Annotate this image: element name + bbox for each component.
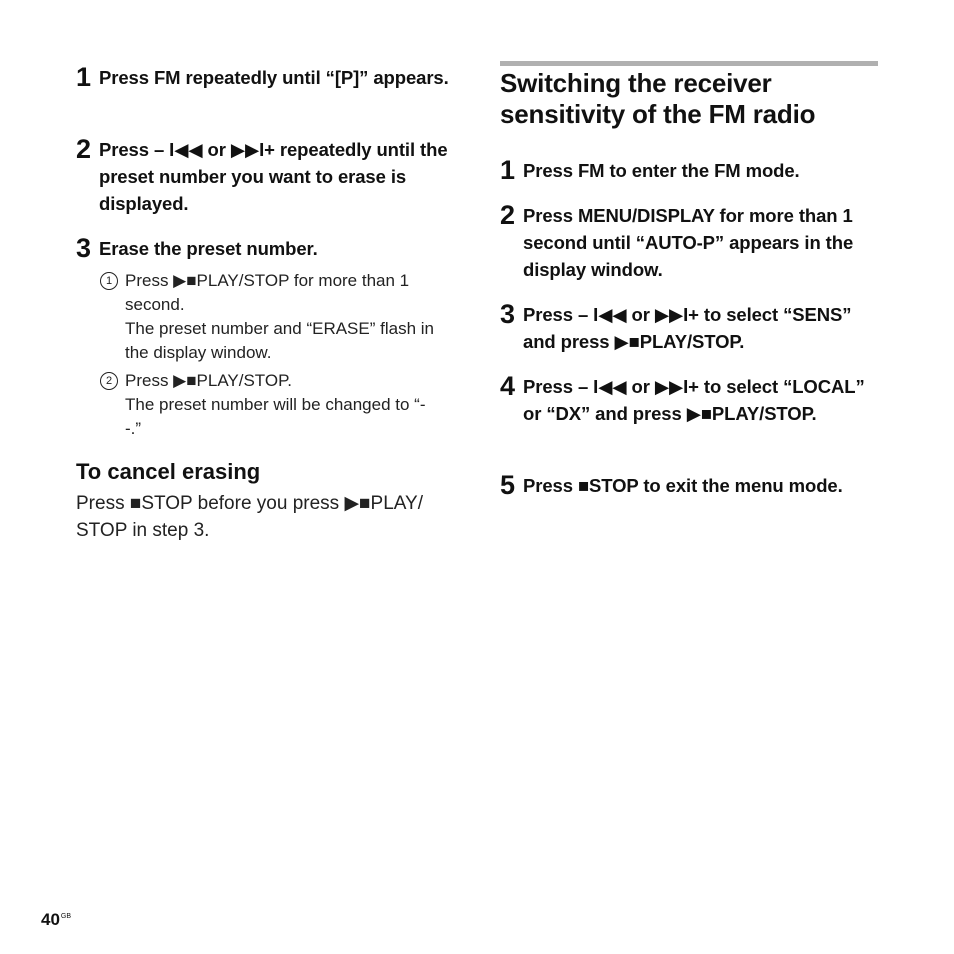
step-3	[500, 301, 880, 355]
substep-note: The preset number and “ERASE” flash in the display window.	[125, 319, 434, 362]
section-divider	[500, 61, 878, 66]
step-number: 3	[500, 299, 516, 329]
step-text: Press ■STOP to exit the menu mode.	[523, 475, 843, 496]
step-2	[500, 202, 880, 283]
page-number	[41, 910, 71, 930]
step-text: Press MENU/DISPLAY for more than 1 second until “AUTO-P” appears in the display window.	[523, 205, 854, 280]
step-text: Press FM to enter the FM mode.	[523, 160, 800, 181]
step-number: 2	[500, 200, 516, 230]
step-number: 3	[76, 233, 92, 263]
step-3	[76, 235, 456, 262]
substep-text: Press ▶■PLAY/STOP.	[125, 371, 292, 390]
step-text: Press – I◀◀ or ▶▶I+ repeatedly until the preset number you want to erase is displayed.	[99, 139, 448, 214]
step-number: 1	[76, 62, 92, 92]
step-number: 5	[500, 470, 516, 500]
step-5	[500, 472, 880, 499]
step-1	[76, 64, 456, 91]
substep-number: 1	[100, 272, 118, 290]
step-text: Press FM repeatedly until “[P]” appears.	[99, 67, 449, 88]
substep-note: The preset number will be changed to “- -.”	[125, 395, 426, 438]
step-text: Press – I◀◀ or ▶▶I+ to select “SENS” and press ▶■PLAY/STOP.	[523, 304, 852, 352]
step-text: Press – I◀◀ or ▶▶I+ to select “LOCAL” or “DX” and press ▶■PLAY/STOP.	[523, 376, 865, 424]
step-4	[500, 373, 880, 427]
step-2	[76, 136, 456, 217]
step-1	[500, 157, 880, 184]
step-text: Erase the preset number.	[99, 238, 318, 259]
step-number: 4	[500, 371, 516, 401]
step-number: 2	[76, 134, 92, 164]
cancel-text: Press ■STOP before you press ▶■PLAY/ STOP in step 3.	[76, 493, 423, 541]
cancel-heading: To cancel erasing	[76, 459, 261, 484]
substep-text: Press ▶■PLAY/STOP for more than 1 second.	[125, 271, 410, 314]
page-number-value: 40	[41, 910, 60, 929]
step-number: 1	[500, 155, 516, 185]
substep-number: 2	[100, 372, 118, 390]
page-region: GB	[60, 913, 72, 921]
section-title: Switching the receiver sensitivity of the FM radio	[500, 68, 816, 129]
substep-1	[100, 269, 440, 365]
substep-2	[100, 369, 440, 441]
